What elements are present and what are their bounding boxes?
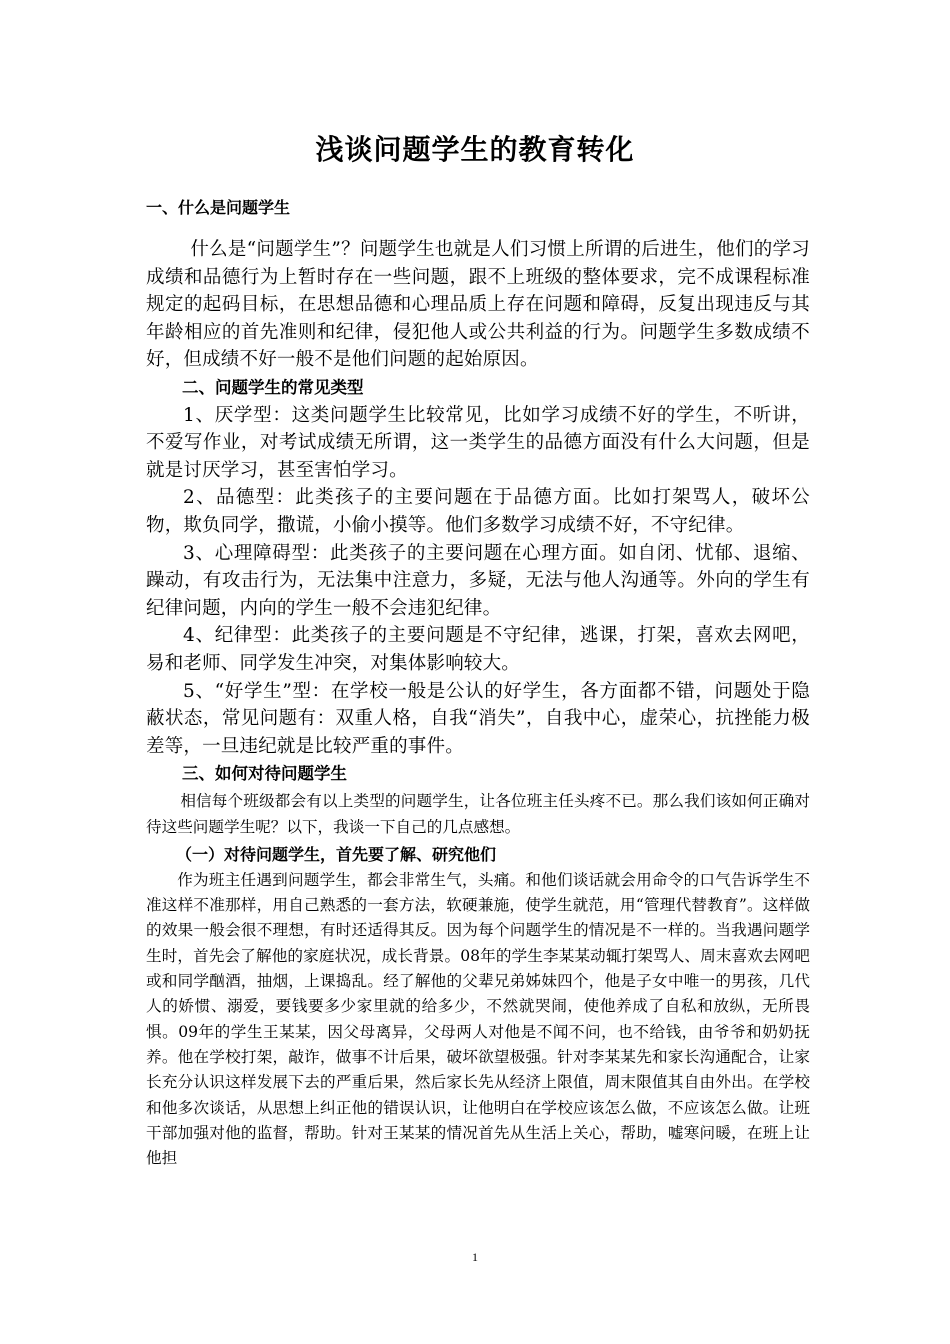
- section-3-paragraph: 相信每个班级都会有以上类型的问题学生，让各位班主任头疼不已。那么我们该如何正确对待这些问题学生呢？以下，我谈一下自己的几点感想。: [146, 791, 810, 837]
- section-heading-2: 二、问题学生的常见类型: [182, 377, 364, 397]
- type-item-4: 4、纪律型：此类孩子的主要问题是不守纪律，逃课，打架，喜欢去网吧，易和老师、同学发生冲突，对集体影响较大。: [146, 625, 810, 674]
- subsection-1-paragraph: 作为班主任遇到问题学生，都会非常生气，头痛。和他们谈话就会用命令的口气告诉学生不准这样不准那样，用自己熟悉的一套方法，软硬兼施，使学生就范，用“管理代替教育”。这样做的效果一般会很不理想，有时还适得其反。因为每个问题学生的情况是不一样的。当我遇问题学生时，首先会了解他的家庭状况，成长背景。08年的学生李某某动辄打架骂人、周末喜欢去网吧或和同学酗酒，抽烟，上课捣乱。经了解他的父辈兄弟姊妹四个，他是子女中唯一的男孩，几代人的娇惯、溺爱，要钱要多少家里就的给多少，不然就哭闹，使他养成了自私和放纵，无所畏惧。09年的学生王某某，因父母离异，父母两人对他是不闻不问，也不给钱，由爷爷和奶奶抚养。他在学校打架，敲诈，做事不计后果，破坏欲望极强。针对李某某先和家长沟通配合，让家长充分认识这样发展下去的严重后果，然后家长先从经济上限值，周末限值其自由外出。在学校和他多次谈话，从思想上纠正他的错误认识，让他明白在学校应该怎么做，不应该怎么做。让班干部加强对他的监督，帮助。针对王某某的情况首先从生活上关心，帮助，嘘寒问暖，在班上让他担: [146, 870, 810, 1168]
- page-number: 1: [472, 1250, 478, 1264]
- document-body: [146, 196, 810, 1171]
- document-title: 浅谈问题学生的教育转化: [315, 133, 635, 166]
- subsection-heading-1: （一）对待问题学生，首先要了解、研究他们: [176, 844, 497, 864]
- section-heading-3: 三、如何对待问题学生: [182, 764, 347, 784]
- type-item-2: 2、品德型：此类孩子的主要问题在于品德方面。比如打架骂人，破坏公物，欺负同学，撒谎，小偷小摸等。他们多数学习成绩不好，不守纪律。: [146, 487, 810, 536]
- section-heading-1: 一、什么是问题学生: [146, 198, 291, 217]
- section-1-paragraph: 什么是“问题学生”？问题学生也就是人们习惯上所谓的后进生，他们的学习成绩和品德行为上暂时存在一些问题，跟不上班级的整体要求，完不成课程标准规定的起码目标，在思想品德和心理品质上存在问题和障碍，反复出现违反与其年龄相应的首先准则和纪律，侵犯他人或公共利益的行为。问题学生多数成绩不好，但成绩不好一般不是他们问题的起始原因。: [146, 239, 810, 371]
- type-item-5: 5、“好学生”型：在学校一般是公认的好学生，各方面都不错，问题处于隐蔽状态，常见问题有：双重人格，自我“消失”，自我中心，虚荣心，抗挫能力极差等，一旦违纪就是比较严重的事件。: [146, 680, 810, 757]
- type-item-1: 1、厌学型：这类问题学生比较常见，比如学习成绩不好的学生，不听讲，不爱写作业，对考试成绩无所谓，这一类学生的品德方面没有什么大问题，但是就是讨厌学习，甚至害怕学习。: [146, 404, 810, 481]
- type-item-3: 3、心理障碍型：此类孩子的主要问题在心理方面。如自闭、忧郁、退缩、躁动，有攻击行为，无法集中注意力，多疑，无法与他人沟通等。外向的学生有纪律问题，内向的学生一般不会违犯纪律。: [146, 542, 810, 619]
